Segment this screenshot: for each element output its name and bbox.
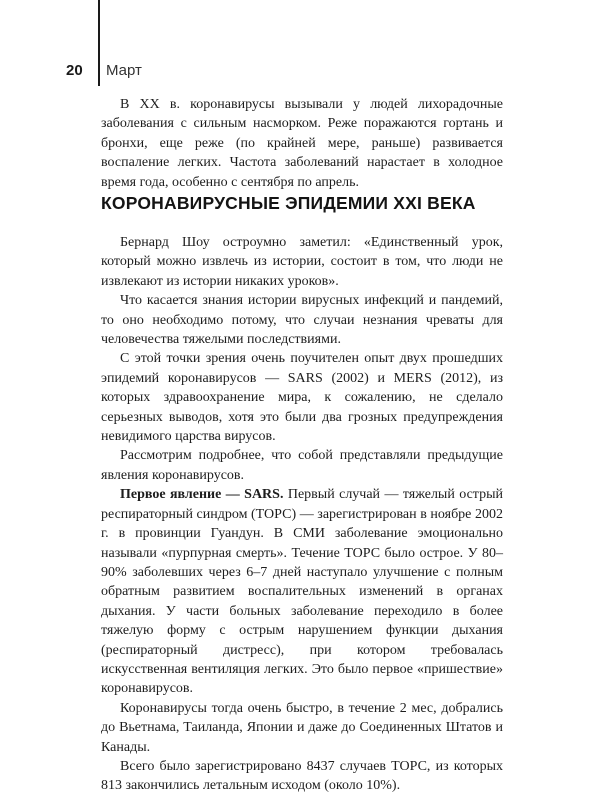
- paragraph-two-epidemics: С этой точки зрения очень поучителен опыт двух прошедших эпидемий коронавирусов — SARS (2002) и MERS (2012), из которых здравоохранение мира, к сожалению, не сделало серьезных выводов, хотя это были два грозных предупреждения невидимого царства вирусов.: [101, 351, 503, 445]
- paragraph-sars: [101, 485, 503, 698]
- paragraph-statistics: Всего было зарегистрировано 8437 случаев ТОРС, из которых 813 закончились летальным исходом (около 10%).: [101, 758, 503, 794]
- paragraph-spread: Коронавирусы тогда очень быстро, в течение 2 мес, добрались до Вьетнама, Таиланда, Японии и даже до Соединенных Штатов и Канады.: [101, 700, 503, 755]
- running-title: Март: [106, 62, 142, 79]
- page-number: 20: [66, 62, 83, 79]
- header-divider-line: [98, 0, 100, 86]
- paragraph-shaw-quote: Бернард Шоу остроумно заметил: «Единственный урок, который можно извлечь из истории, состоит в том, что люди не извлекают из истории никаких уроков».: [101, 235, 503, 289]
- paragraph-consider: Рассмотрим подробнее, что собой представляли предыдущие явления коронавирусов.: [101, 448, 503, 483]
- sars-description: Первый случай — тяжелый острый респираторный синдром (ТОРС) — зарегистрирован в ноябре 2002 г. в провинции Гуандун. В СМИ заболевание эмоционально называли «пурпурная смерть». Течение ТОРС было острое. У 80–90% заболевших через 6–7 дней наступало улучшение с полным обратным развитием воспалительных изменений в органах дыхания. У части больных заболевание переходило в более тяжелую форму с острым нарушением функции дыхания (респираторный дистресс), при котором требовалась искусственная вентиляция легких. Это было первое «пришествие» коронавирусов.: [101, 487, 503, 697]
- section-body: [101, 233, 503, 796]
- intro-paragraph: В XX в. коронавирусы вызывали у людей лихорадочные заболевания с сильным насморком. Реже поражаются гортань и бронхи, еще реже (по крайней мере, раньше) развивается воспаление легких. Частота заболеваний нарастает в холодное время года, особенно с сентября по апрель.: [101, 97, 503, 190]
- intro-block: [101, 95, 503, 192]
- sars-lead-heading: Первое явление — SARS.: [120, 487, 284, 503]
- section-heading: КОРОНАВИРУСНЫЕ ЭПИДЕМИИ XXI ВЕКА: [101, 193, 476, 213]
- paragraph-history-knowledge: Что касается знания истории вирусных инфекций и пандемий, то оно необходимо потому, что случаи незнания чреваты для человечества тяжелыми последствиями.: [101, 293, 503, 348]
